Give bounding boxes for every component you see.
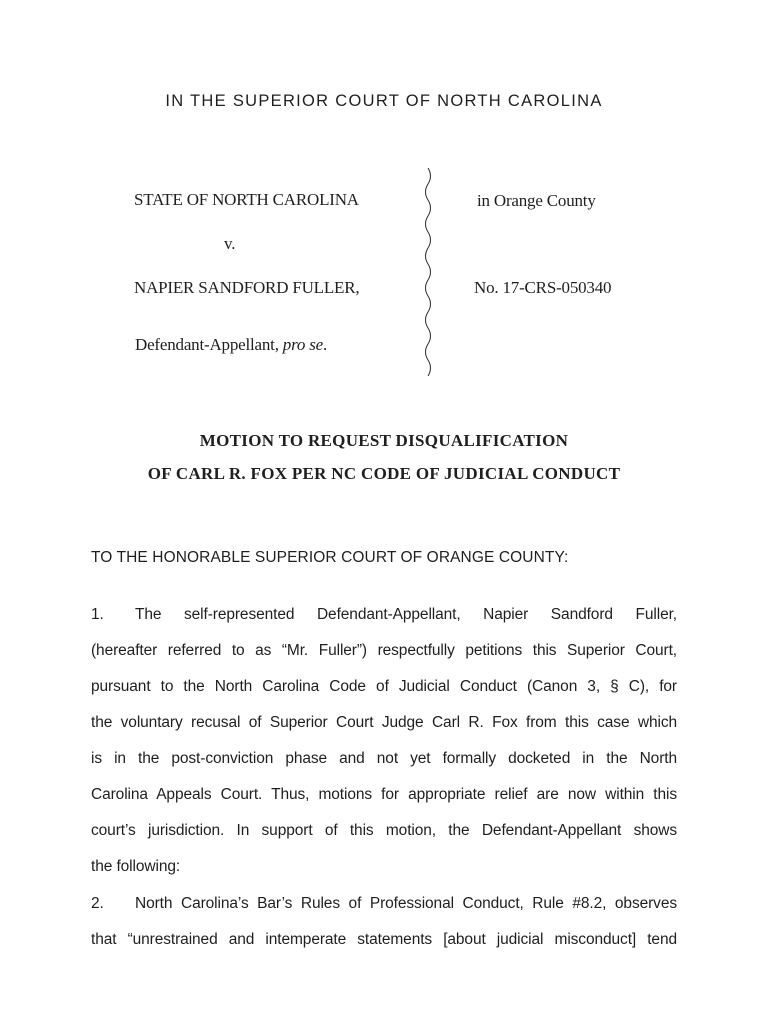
caption-plaintiff: STATE OF NORTH CAROLINA [134, 190, 359, 209]
paragraph-number: 2. [91, 895, 104, 912]
paragraph-line: is in the post-conviction phase and not yet formally docketed in the North [91, 750, 677, 767]
court-heading: IN THE SUPERIOR COURT OF NORTH CAROLINA [165, 92, 603, 110]
paragraph-line: that “unrestrained and intemperate statements [about judicial misconduct] tend [91, 931, 677, 948]
role-italic: pro se [282, 335, 323, 354]
paragraph-line: (hereafter referred to as “Mr. Fuller”) respectfully petitions this Superior Court, [91, 642, 677, 659]
caption-defendant-role [135, 335, 327, 355]
role-suffix: . [323, 335, 328, 354]
role-prefix: Defendant-Appellant, [135, 335, 283, 354]
paragraph-line: court’s jurisdiction. In support of this motion, the Defendant-Appellant shows [91, 822, 677, 839]
paragraph-line: Carolina Appeals Court. Thus, motions for appropriate relief are now within this [91, 786, 677, 803]
salutation: TO THE HONORABLE SUPERIOR COURT OF ORANGE COUNTY: [91, 549, 569, 566]
caption-county: in Orange County [477, 191, 596, 210]
paragraph-line: the following: [91, 858, 181, 875]
motion-title-line-2: OF CARL R. FOX PER NC CODE OF JUDICIAL CONDUCT [147, 464, 621, 483]
paragraph-line: pursuant to the North Carolina Code of Judicial Conduct (Canon 3, § C), for [91, 678, 677, 695]
paragraph-line: the voluntary recusal of Superior Court Judge Carl R. Fox from this case which [91, 714, 677, 731]
paragraph-line: 2. North Carolina’s Bar’s Rules of Professional Conduct, Rule #8.2, observes [91, 886, 677, 922]
motion-title-line-1: MOTION TO REQUEST DISQUALIFICATION [199, 431, 569, 450]
caption-defendant: NAPIER SANDFORD FULLER, [134, 278, 360, 297]
paragraph-number: 1. [91, 606, 104, 623]
caption-versus: v. [224, 234, 236, 253]
caption-divider [419, 168, 437, 376]
case-number: No. 17-CRS-050340 [474, 278, 612, 297]
paragraph-line: 1. The self-represented Defendant-Appellant, Napier Sandford Fuller, [91, 597, 677, 633]
paragraph-1 [91, 597, 677, 885]
paragraph-2 [91, 886, 677, 958]
